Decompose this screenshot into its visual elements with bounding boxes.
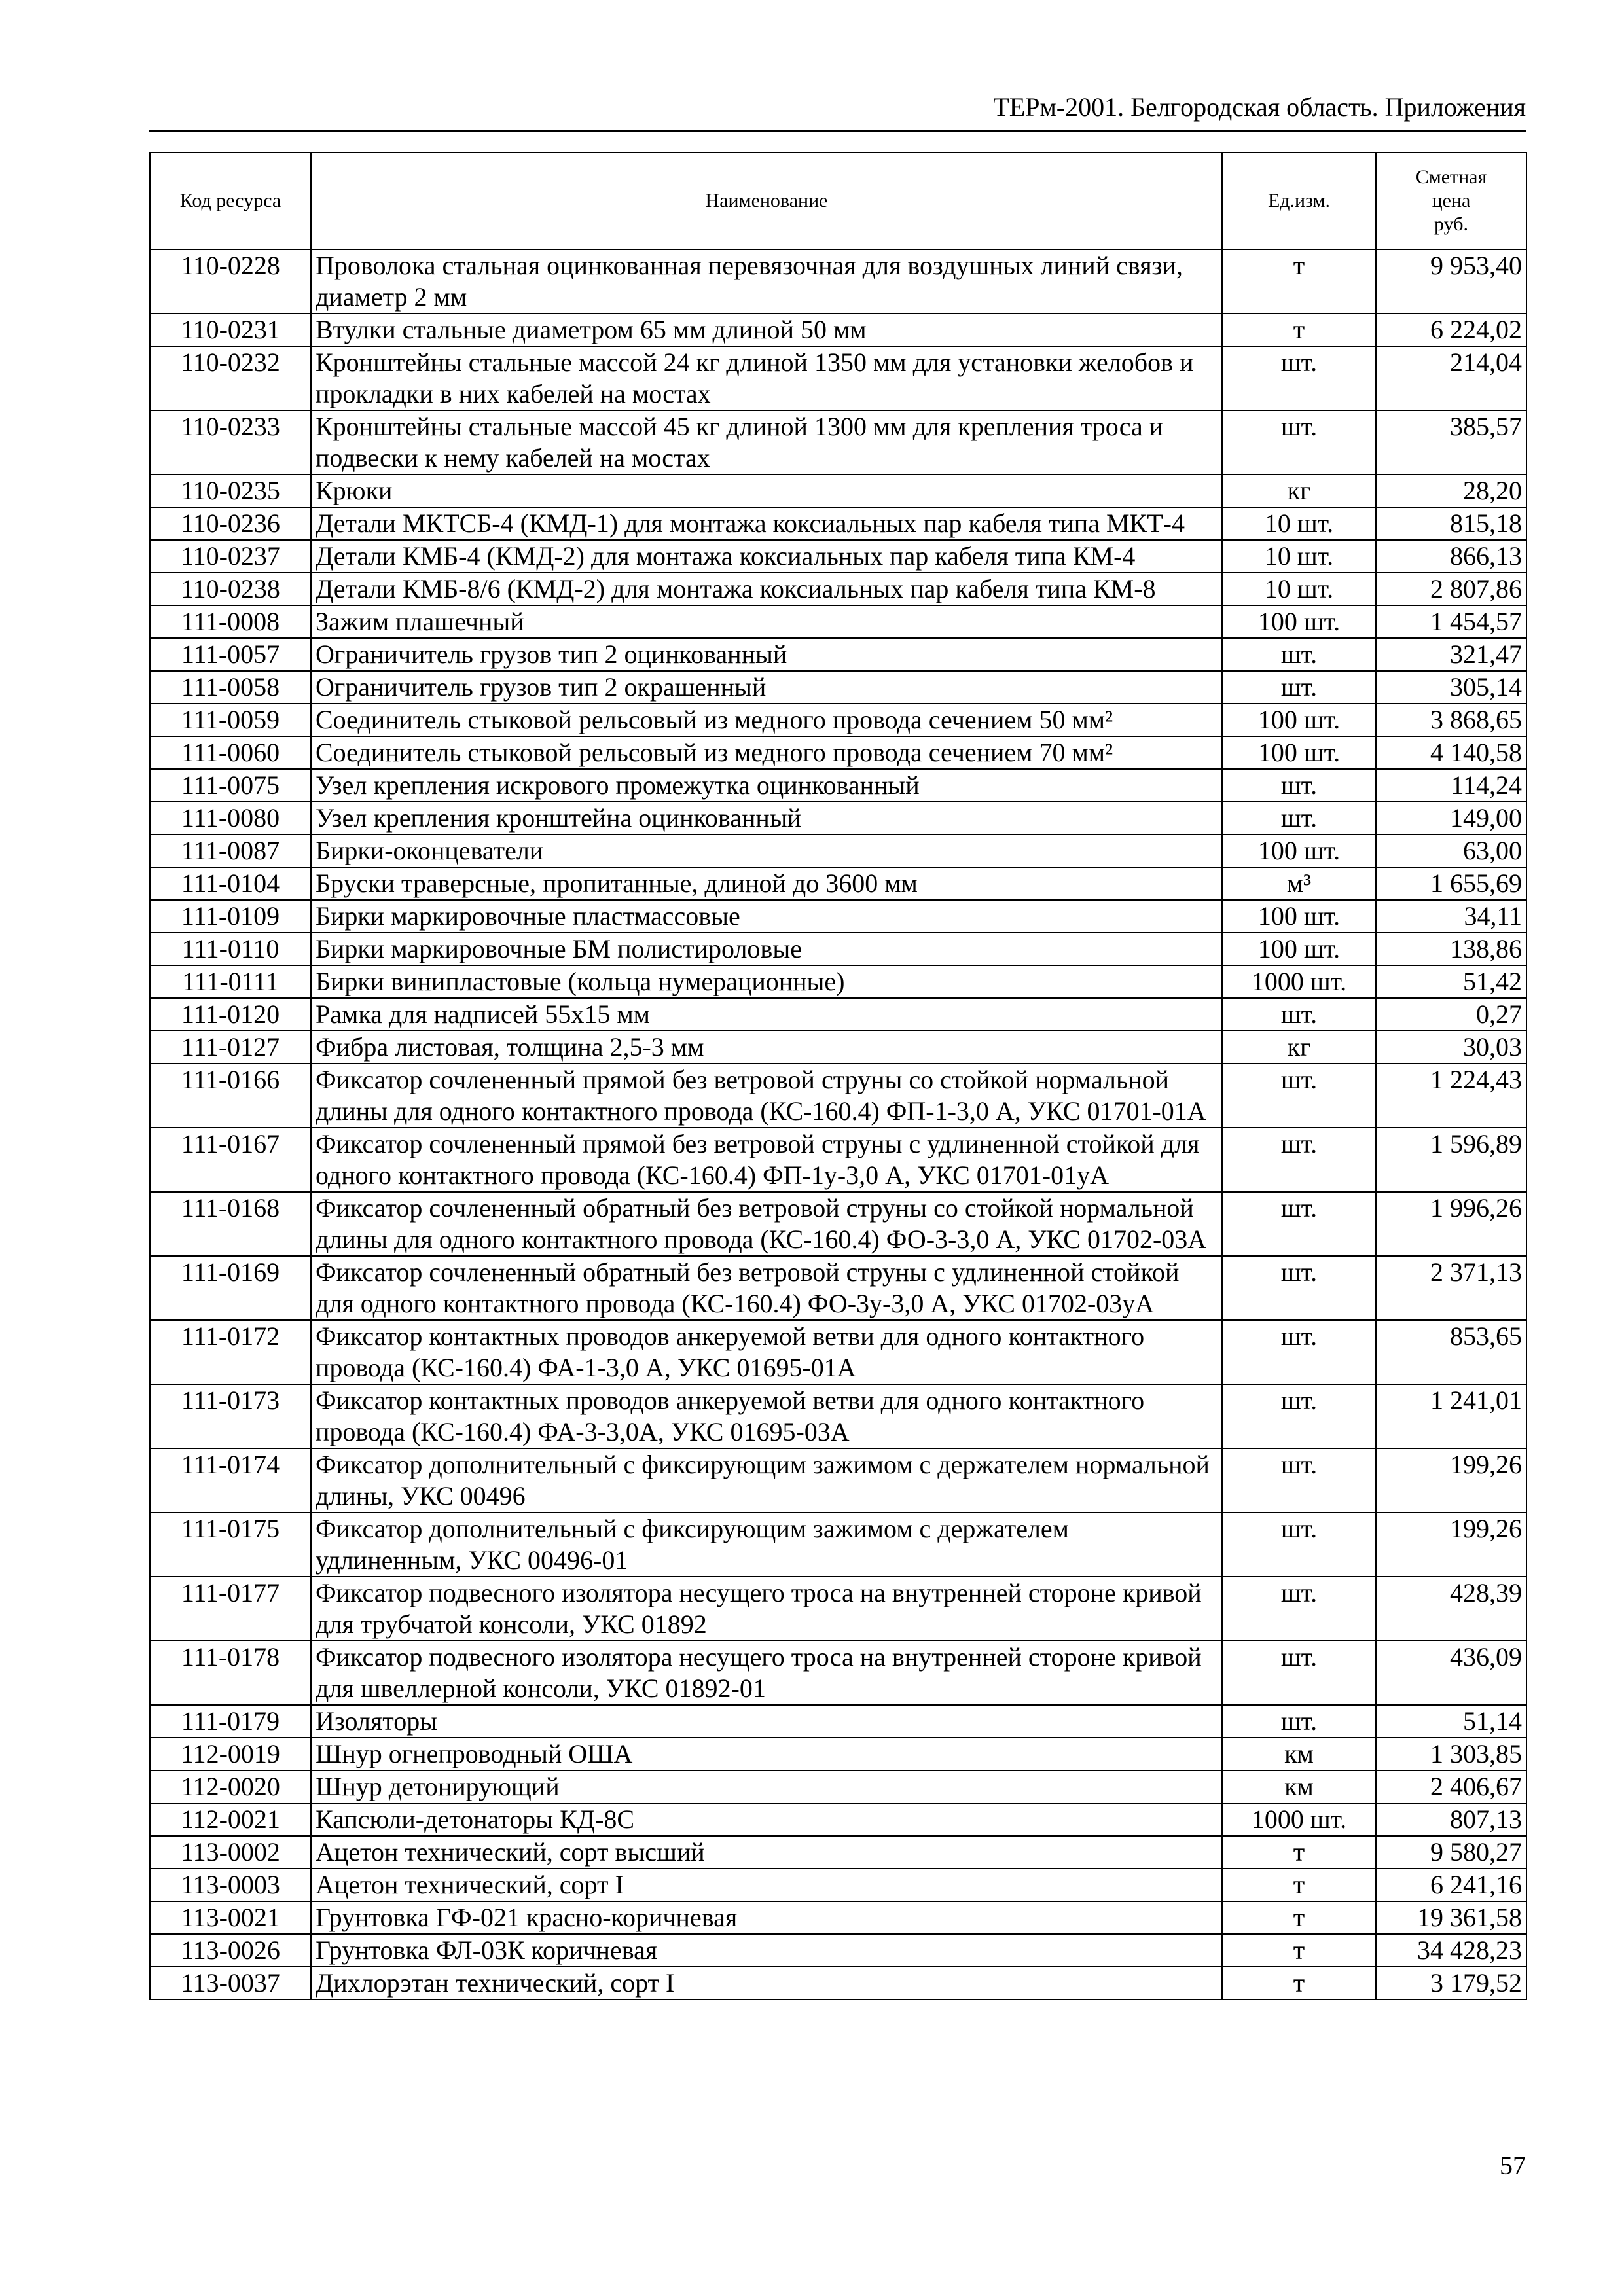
cell-unit: шт.	[1222, 998, 1376, 1031]
cell-name: Детали КМБ-8/6 (КМД-2) для монтажа коксиальных пар кабеля типа КМ-8	[311, 573, 1222, 605]
cell-name: Бирки-оконцеватели	[311, 834, 1222, 867]
cell-unit: 100 шт.	[1222, 900, 1376, 933]
table-row	[150, 802, 1526, 834]
cell-name: Фибра листовая, толщина 2,5-3 мм	[311, 1031, 1222, 1064]
table-row	[150, 736, 1526, 769]
cell-price: 214,04	[1376, 346, 1526, 410]
table-row	[150, 540, 1526, 573]
cell-price: 2 406,67	[1376, 1770, 1526, 1803]
cell-unit: 10 шт.	[1222, 573, 1376, 605]
cell-code: 113-0021	[150, 1901, 311, 1934]
cell-name: Проволока стальная оцинкованная перевязочная для воздушных линий связи, диаметр 2 мм	[311, 249, 1222, 314]
table-row	[150, 769, 1526, 802]
cell-unit: шт.	[1222, 1513, 1376, 1577]
column-header-price-line-1: Сметная	[1415, 166, 1487, 188]
cell-price: 30,03	[1376, 1031, 1526, 1064]
cell-code: 111-0109	[150, 900, 311, 933]
cell-price: 1 596,89	[1376, 1128, 1526, 1192]
cell-name: Грунтовка ГФ-021 красно-коричневая	[311, 1901, 1222, 1934]
cell-unit: м³	[1222, 867, 1376, 900]
table-row	[150, 249, 1526, 314]
cell-code: 113-0003	[150, 1869, 311, 1901]
cell-unit: шт.	[1222, 769, 1376, 802]
cell-code: 111-0179	[150, 1705, 311, 1738]
cell-name: Дихлорэтан технический, сорт I	[311, 1967, 1222, 2000]
table-row	[150, 1577, 1526, 1641]
cell-name: Шнур детонирующий	[311, 1770, 1222, 1803]
cell-code: 111-0080	[150, 802, 311, 834]
header-divider	[149, 130, 1526, 132]
cell-code: 111-0104	[150, 867, 311, 900]
cell-price: 28,20	[1376, 475, 1526, 507]
cell-unit: шт.	[1222, 410, 1376, 475]
cell-code: 110-0233	[150, 410, 311, 475]
cell-code: 111-0060	[150, 736, 311, 769]
page-number: 57	[1500, 2151, 1526, 2180]
cell-price: 2 807,86	[1376, 573, 1526, 605]
table-row	[150, 1256, 1526, 1320]
cell-name: Фиксатор сочлененный прямой без ветровой струны с удлиненной стойкой для одного контактного провода (КС-160.4) ФП-1у-3,0 А, УКС 01701-01уА	[311, 1128, 1222, 1192]
cell-unit: 100 шт.	[1222, 605, 1376, 638]
cell-name: Узел крепления кронштейна оцинкованный	[311, 802, 1222, 834]
cell-price: 199,26	[1376, 1448, 1526, 1513]
cell-unit: шт.	[1222, 1192, 1376, 1256]
cell-price: 428,39	[1376, 1577, 1526, 1641]
cell-code: 111-0127	[150, 1031, 311, 1064]
cell-price: 1 303,85	[1376, 1738, 1526, 1770]
cell-unit: км	[1222, 1770, 1376, 1803]
cell-name: Фиксатор подвесного изолятора несущего троса на внутренней стороне кривой для трубчатой консоли, УКС 01892	[311, 1577, 1222, 1641]
cell-unit: шт.	[1222, 1064, 1376, 1128]
cell-price: 138,86	[1376, 933, 1526, 965]
cell-code: 111-0178	[150, 1641, 311, 1705]
cell-code: 111-0008	[150, 605, 311, 638]
cell-price: 6 224,02	[1376, 314, 1526, 346]
cell-code: 111-0168	[150, 1192, 311, 1256]
cell-price: 0,27	[1376, 998, 1526, 1031]
cell-price: 305,14	[1376, 671, 1526, 704]
cell-price: 853,65	[1376, 1320, 1526, 1384]
table-row	[150, 1770, 1526, 1803]
table-row	[150, 965, 1526, 998]
cell-unit: шт.	[1222, 1577, 1376, 1641]
table-row	[150, 1448, 1526, 1513]
cell-code: 110-0232	[150, 346, 311, 410]
cell-code: 110-0231	[150, 314, 311, 346]
table-row	[150, 1641, 1526, 1705]
table-row	[150, 1934, 1526, 1967]
cell-price: 51,14	[1376, 1705, 1526, 1738]
cell-name: Бирки винипластовые (кольца нумерационные)	[311, 965, 1222, 998]
cell-unit: шт.	[1222, 802, 1376, 834]
table-row	[150, 1384, 1526, 1448]
cell-name: Кронштейны стальные массой 45 кг длиной 1300 мм для крепления троса и подвески к нему кабелей на мостах	[311, 410, 1222, 475]
table-row	[150, 1967, 1526, 2000]
cell-name: Ограничитель грузов тип 2 окрашенный	[311, 671, 1222, 704]
table-row	[150, 314, 1526, 346]
cell-price: 1 224,43	[1376, 1064, 1526, 1128]
cell-price: 9 580,27	[1376, 1836, 1526, 1869]
cell-code: 112-0020	[150, 1770, 311, 1803]
cell-unit: 100 шт.	[1222, 736, 1376, 769]
cell-price: 866,13	[1376, 540, 1526, 573]
cell-code: 110-0238	[150, 573, 311, 605]
cell-unit: 100 шт.	[1222, 933, 1376, 965]
cell-price: 436,09	[1376, 1641, 1526, 1705]
cell-price: 51,42	[1376, 965, 1526, 998]
cell-code: 110-0228	[150, 249, 311, 314]
table-row	[150, 1031, 1526, 1064]
cell-name: Бруски траверсные, пропитанные, длиной до 3600 мм	[311, 867, 1222, 900]
table-row	[150, 1803, 1526, 1836]
cell-price: 1 454,57	[1376, 605, 1526, 638]
cell-unit: т	[1222, 249, 1376, 314]
cell-code: 111-0166	[150, 1064, 311, 1128]
column-header-unit: Ед.изм.	[1222, 152, 1376, 249]
table-row	[150, 573, 1526, 605]
table-row	[150, 867, 1526, 900]
cell-unit: шт.	[1222, 1641, 1376, 1705]
cell-unit: 10 шт.	[1222, 540, 1376, 573]
cell-unit: 100 шт.	[1222, 834, 1376, 867]
cell-unit: т	[1222, 1901, 1376, 1934]
cell-unit: т	[1222, 314, 1376, 346]
cell-name: Соединитель стыковой рельсовый из медного провода сечением 70 мм²	[311, 736, 1222, 769]
table-row	[150, 1738, 1526, 1770]
cell-price: 3 868,65	[1376, 704, 1526, 736]
table-row	[150, 475, 1526, 507]
cell-name: Втулки стальные диаметром 65 мм длиной 50 мм	[311, 314, 1222, 346]
cell-unit: шт.	[1222, 1320, 1376, 1384]
cell-name: Ацетон технический, сорт высший	[311, 1836, 1222, 1869]
cell-code: 112-0019	[150, 1738, 311, 1770]
column-header-price-line-3: руб.	[1434, 213, 1468, 235]
column-header-name: Наименование	[311, 152, 1222, 249]
resource-price-table	[149, 152, 1527, 2000]
cell-unit: шт.	[1222, 638, 1376, 671]
cell-unit: т	[1222, 1869, 1376, 1901]
cell-code: 111-0058	[150, 671, 311, 704]
cell-price: 385,57	[1376, 410, 1526, 475]
table-row	[150, 605, 1526, 638]
cell-price: 1 996,26	[1376, 1192, 1526, 1256]
cell-code: 110-0235	[150, 475, 311, 507]
cell-code: 113-0002	[150, 1836, 311, 1869]
cell-name: Грунтовка ФЛ-03К коричневая	[311, 1934, 1222, 1967]
cell-unit: 10 шт.	[1222, 507, 1376, 540]
cell-code: 110-0236	[150, 507, 311, 540]
cell-code: 111-0059	[150, 704, 311, 736]
cell-unit: шт.	[1222, 1384, 1376, 1448]
cell-name: Ограничитель грузов тип 2 оцинкованный	[311, 638, 1222, 671]
cell-unit: т	[1222, 1967, 1376, 2000]
table-row	[150, 1705, 1526, 1738]
table-row	[150, 1064, 1526, 1128]
cell-price: 1 241,01	[1376, 1384, 1526, 1448]
cell-name: Фиксатор сочлененный прямой без ветровой струны со стойкой нормальной длины для одного контактного провода (КС-160.4) ФП-1-3,0 А, УКС 01701-01А	[311, 1064, 1222, 1128]
cell-name: Изоляторы	[311, 1705, 1222, 1738]
cell-unit: кг	[1222, 475, 1376, 507]
table-row	[150, 507, 1526, 540]
cell-name: Зажим плашечный	[311, 605, 1222, 638]
cell-code: 111-0175	[150, 1513, 311, 1577]
cell-code: 111-0173	[150, 1384, 311, 1448]
table-row	[150, 933, 1526, 965]
cell-name: Шнур огнепроводный ОША	[311, 1738, 1222, 1770]
cell-unit: 100 шт.	[1222, 704, 1376, 736]
cell-name: Детали МКТСБ-4 (КМД-1) для монтажа коксиальных пар кабеля типа МКТ-4	[311, 507, 1222, 540]
cell-price: 1 655,69	[1376, 867, 1526, 900]
cell-code: 111-0110	[150, 933, 311, 965]
page-header-title: ТЕРм-2001. Белгородская область. Приложения	[993, 92, 1526, 122]
table-row	[150, 1513, 1526, 1577]
cell-price: 6 241,16	[1376, 1869, 1526, 1901]
cell-code: 112-0021	[150, 1803, 311, 1836]
cell-price: 4 140,58	[1376, 736, 1526, 769]
cell-name: Ацетон технический, сорт I	[311, 1869, 1222, 1901]
table-header-row	[150, 152, 1526, 249]
cell-name: Фиксатор контактных проводов анкеруемой ветви для одного контактного провода (КС-160.4) ФА-1-3,0 А, УКС 01695-01А	[311, 1320, 1222, 1384]
table-row	[150, 1320, 1526, 1384]
cell-name: Узел крепления искрового промежутка оцинкованный	[311, 769, 1222, 802]
cell-unit: 1000 шт.	[1222, 965, 1376, 998]
cell-unit: т	[1222, 1934, 1376, 1967]
cell-price: 63,00	[1376, 834, 1526, 867]
cell-name: Фиксатор дополнительный с фиксирующим зажимом с держателем нормальной длины, УКС 00496	[311, 1448, 1222, 1513]
table-row	[150, 1869, 1526, 1901]
cell-code: 111-0167	[150, 1128, 311, 1192]
cell-unit: шт.	[1222, 1256, 1376, 1320]
cell-name: Рамка для надписей 55х15 мм	[311, 998, 1222, 1031]
cell-code: 111-0172	[150, 1320, 311, 1384]
cell-price: 34,11	[1376, 900, 1526, 933]
table-row	[150, 834, 1526, 867]
cell-name: Бирки маркировочные пластмассовые	[311, 900, 1222, 933]
cell-name: Фиксатор дополнительный с фиксирующим зажимом с держателем удлиненным, УКС 00496-01	[311, 1513, 1222, 1577]
cell-unit: т	[1222, 1836, 1376, 1869]
cell-price: 114,24	[1376, 769, 1526, 802]
table-body	[150, 249, 1526, 2000]
cell-unit: кг	[1222, 1031, 1376, 1064]
cell-price: 149,00	[1376, 802, 1526, 834]
table-row	[150, 1192, 1526, 1256]
cell-price: 3 179,52	[1376, 1967, 1526, 2000]
table-row	[150, 998, 1526, 1031]
cell-code: 111-0120	[150, 998, 311, 1031]
cell-unit: км	[1222, 1738, 1376, 1770]
cell-name: Фиксатор сочлененный обратный без ветровой струны с удлиненной стойкой для одного контактного провода (КС-160.4) ФО-3у-3,0 А, УКС 01702-03уА	[311, 1256, 1222, 1320]
cell-name: Соединитель стыковой рельсовый из медного провода сечением 50 мм²	[311, 704, 1222, 736]
cell-price: 34 428,23	[1376, 1934, 1526, 1967]
cell-code: 111-0111	[150, 965, 311, 998]
table-row	[150, 1901, 1526, 1934]
cell-unit: 1000 шт.	[1222, 1803, 1376, 1836]
cell-code: 111-0075	[150, 769, 311, 802]
cell-name: Фиксатор подвесного изолятора несущего троса на внутренней стороне кривой для швеллерной консоли, УКС 01892-01	[311, 1641, 1222, 1705]
cell-code: 110-0237	[150, 540, 311, 573]
table-row	[150, 346, 1526, 410]
cell-code: 111-0174	[150, 1448, 311, 1513]
table-row	[150, 1836, 1526, 1869]
cell-code: 111-0177	[150, 1577, 311, 1641]
cell-code: 113-0037	[150, 1967, 311, 2000]
cell-price: 815,18	[1376, 507, 1526, 540]
cell-name: Капсюли-детонаторы КД-8С	[311, 1803, 1222, 1836]
cell-unit: шт.	[1222, 1448, 1376, 1513]
column-header-code: Код ресурса	[150, 152, 311, 249]
column-header-price-line-2: цена	[1432, 190, 1471, 211]
cell-unit: шт.	[1222, 1705, 1376, 1738]
cell-unit: шт.	[1222, 346, 1376, 410]
table-row	[150, 1128, 1526, 1192]
cell-price: 807,13	[1376, 1803, 1526, 1836]
cell-code: 113-0026	[150, 1934, 311, 1967]
cell-price: 9 953,40	[1376, 249, 1526, 314]
cell-price: 2 371,13	[1376, 1256, 1526, 1320]
cell-name: Фиксатор сочлененный обратный без ветровой струны со стойкой нормальной длины для одного контактного провода (КС-160.4) ФО-3-3,0 А, УКС 01702-03А	[311, 1192, 1222, 1256]
cell-name: Бирки маркировочные БМ полистироловые	[311, 933, 1222, 965]
cell-name: Крюки	[311, 475, 1222, 507]
cell-name: Детали КМБ-4 (КМД-2) для монтажа коксиальных пар кабеля типа КМ-4	[311, 540, 1222, 573]
table-row	[150, 900, 1526, 933]
cell-code: 111-0087	[150, 834, 311, 867]
table-row	[150, 671, 1526, 704]
cell-price: 199,26	[1376, 1513, 1526, 1577]
table-row	[150, 704, 1526, 736]
table-row	[150, 638, 1526, 671]
cell-unit: шт.	[1222, 1128, 1376, 1192]
cell-code: 111-0057	[150, 638, 311, 671]
cell-name: Кронштейны стальные массой 24 кг длиной 1350 мм для установки желобов и прокладки в них кабелей на мостах	[311, 346, 1222, 410]
cell-unit: шт.	[1222, 671, 1376, 704]
cell-price: 321,47	[1376, 638, 1526, 671]
table-row	[150, 410, 1526, 475]
cell-name: Фиксатор контактных проводов анкеруемой ветви для одного контактного провода (КС-160.4) ФА-3-3,0А, УКС 01695-03А	[311, 1384, 1222, 1448]
cell-price: 19 361,58	[1376, 1901, 1526, 1934]
cell-code: 111-0169	[150, 1256, 311, 1320]
column-header-price	[1376, 152, 1526, 249]
